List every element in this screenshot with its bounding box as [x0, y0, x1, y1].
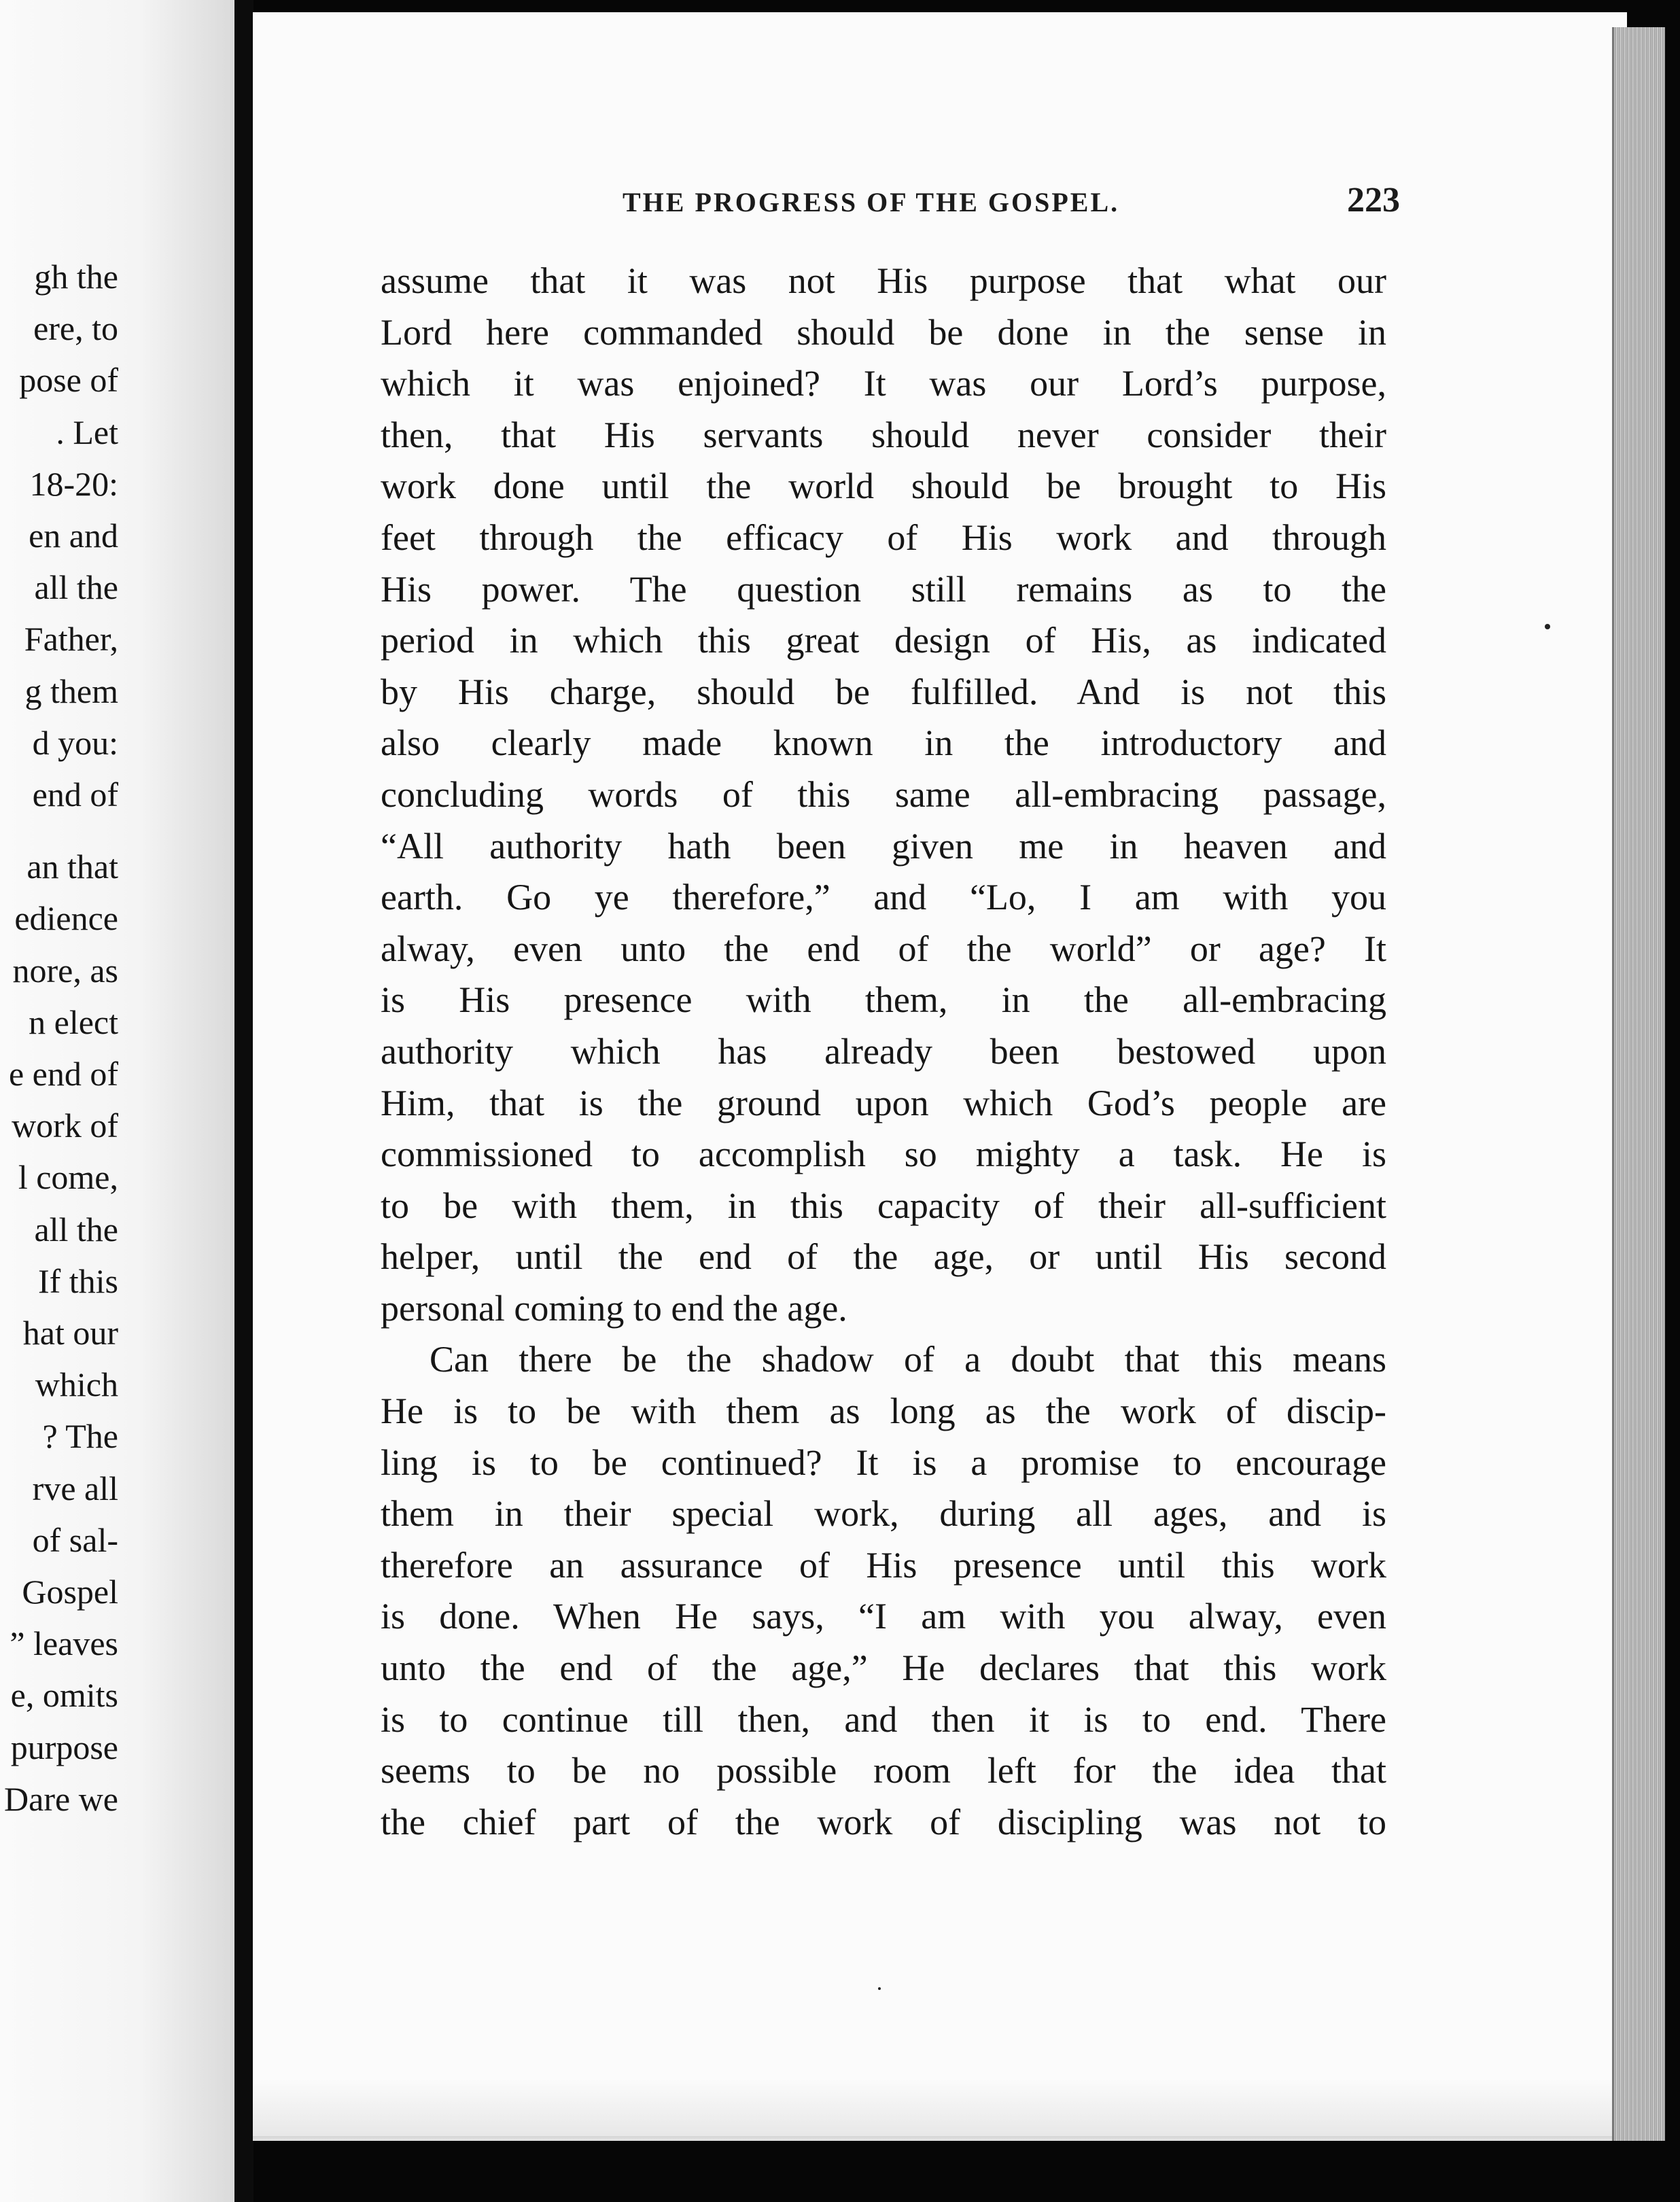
text-line: Him, that is the ground upon which God’s people are: [381, 1082, 1386, 1123]
text-line: He is to be with them as long as the work of discip-: [381, 1391, 1386, 1432]
left-page-line-fragment: ere, to: [33, 309, 118, 347]
text-line: Lord here commanded should be done in the sense in: [381, 311, 1386, 353]
left-page-line-fragment: 18-20:: [29, 465, 118, 503]
text-line: by His charge, should be fulfilled. And is not this: [381, 671, 1386, 712]
left-page-line-fragment: Gospel: [22, 1573, 118, 1611]
text-line: feet through the efficacy of His work and through: [381, 517, 1386, 558]
left-page-line-fragment: gh the: [34, 258, 118, 296]
left-page-line-fragment: Dare we: [4, 1780, 118, 1818]
text-line: authority which has already been bestowed upon: [381, 1030, 1386, 1072]
left-page-line-fragment: ? The: [42, 1417, 118, 1455]
text-line: work done until the world should be brought to His: [381, 466, 1386, 507]
page-number: 223: [1347, 181, 1400, 220]
text-line: is done. When He says, “I am with you alway, even: [381, 1596, 1386, 1637]
text-line: period in which this great design of His, as indicated: [381, 620, 1386, 661]
left-page-line-fragment: an that: [27, 847, 118, 886]
left-page-line-fragment: which: [35, 1365, 118, 1403]
left-page-line-fragment: nore, as: [12, 951, 118, 990]
page-bottom-shadow: [253, 2080, 1627, 2141]
text-line: helper, until the end of the age, or until His second: [381, 1236, 1386, 1278]
left-page-line-fragment: . Let: [56, 413, 118, 451]
left-page-line-fragment: Father,: [24, 620, 118, 658]
left-page-line-fragment: e end of: [8, 1055, 118, 1093]
left-page-line-fragment: rve all: [32, 1469, 118, 1507]
left-page-line-fragment: n elect: [29, 1003, 118, 1041]
text-line: also clearly made known in the introductory and: [381, 722, 1386, 764]
text-line: Can there be the shadow of a doubt that this means: [430, 1339, 1386, 1380]
left-page-line-fragment: g them: [24, 672, 118, 710]
text-line: is His presence with them, in the all-embracing: [381, 979, 1386, 1021]
running-head-title: THE PROGRESS OF THE GOSPEL.: [623, 187, 1120, 217]
text-line: which it was enjoined? It was our Lord’s purpose,: [381, 363, 1386, 404]
left-page-line-fragment: e, omits: [10, 1676, 118, 1714]
book-gutter: [234, 0, 253, 2202]
left-page-line-fragment: l come,: [18, 1158, 118, 1196]
running-head: [360, 180, 1400, 220]
left-page-line-fragment: end of: [32, 775, 118, 814]
left-page-line-fragment: all the: [34, 1210, 118, 1248]
left-page-line-fragment: of sal-: [32, 1521, 118, 1559]
text-line: is to continue till then, and then it is to end. There: [381, 1698, 1386, 1740]
left-page-line-fragment: If this: [37, 1262, 118, 1300]
text-line: “All authority hath been given me in heaven and: [381, 825, 1386, 867]
left-page-line-fragment: en and: [29, 517, 118, 555]
text-line: His power. The question still remains as to the: [381, 568, 1386, 610]
text-line: alway, even unto the end of the world” or age? It: [381, 928, 1386, 969]
left-page-line-fragment: hat our: [22, 1314, 118, 1352]
body-text: [381, 256, 1386, 1848]
text-line: personal coming to end the age.: [381, 1287, 847, 1329]
text-line: earth. Go ye therefore,” and “Lo, I am with you: [381, 877, 1386, 918]
text-line: them in their special work, during all ages, and is: [381, 1493, 1386, 1535]
left-page-line-fragment: purpose: [10, 1728, 118, 1766]
left-facing-page: [0, 0, 234, 2202]
text-line: unto the end of the age,” He declares that this work: [381, 1647, 1386, 1689]
text-line: the chief part of the work of discipling was not to: [381, 1801, 1386, 1842]
text-line: to be with them, in this capacity of their all-sufficient: [381, 1185, 1386, 1226]
text-line: therefore an assurance of His presence until this work: [381, 1544, 1386, 1586]
ink-speck: [878, 1987, 881, 1990]
ink-speck: [1545, 624, 1550, 629]
text-line: assume that it was not His purpose that what our: [381, 260, 1386, 301]
text-line: then, that His servants should never consider their: [381, 414, 1386, 455]
left-page-line-fragment: all the: [34, 568, 118, 606]
left-page-line-fragment: d you:: [32, 724, 118, 762]
text-line: concluding words of this same all-embracing passage,: [381, 773, 1386, 815]
left-page-line-fragment: edience: [14, 899, 118, 937]
text-line: ling is to be continued? It is a promise to encourage: [381, 1441, 1386, 1483]
text-line: commissioned to accomplish so mighty a task. He is: [381, 1134, 1386, 1175]
text-line: seems to be no possible room left for the idea that: [381, 1750, 1386, 1792]
left-page-line-fragment: pose of: [19, 361, 118, 399]
left-page-line-fragment: ” leaves: [10, 1624, 118, 1662]
stacked-page-edges: [1612, 27, 1665, 2141]
left-page-line-fragment: work of: [12, 1106, 118, 1144]
